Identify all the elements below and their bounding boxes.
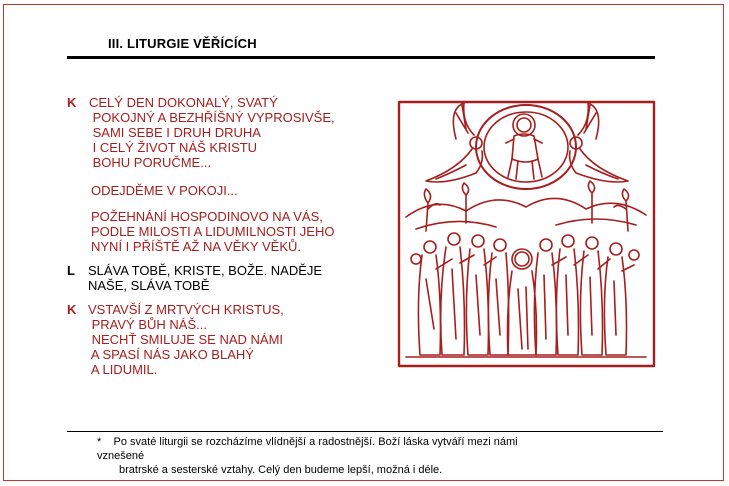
footer-divider [67, 431, 663, 432]
text-line: A LIDUMIL. [88, 362, 158, 377]
footnote-line-3: bratrské a sesterské vztahy. Celý den budeme lepší, možná i déle. [119, 464, 443, 476]
speaker-l-label: L [67, 263, 75, 278]
priest-text-2 [91, 183, 238, 198]
footnote-line-2: vznešené [97, 450, 145, 462]
page-title: III. LITURGIE VĚŘÍCÍCH [108, 36, 257, 51]
speaker-k-label: K [67, 302, 77, 317]
people-text [88, 263, 322, 293]
text-line: NAŠE, SLÁVA TOBĚ [88, 278, 210, 293]
text-line: NECHŤ SMILUJE SE NAD NÁMI [88, 332, 284, 347]
priest-text-3 [91, 209, 334, 254]
text-line: SAMI SEBE I DRUH DRUHA [89, 125, 261, 140]
text-line: NYNÍ I PŘÍŠTĚ AŽ NA VĚKY VĚKŮ. [91, 239, 301, 254]
text-line: ODEJDĚME V POKOJI... [91, 183, 238, 198]
footnote-text: Po svaté liturgii se rozcházíme vlídnější a radostnější. Boží láska vytváří mezi námi [113, 436, 518, 448]
text-line: POŽEHNÁNÍ HOSPODINOVO NA VÁS, [91, 209, 323, 224]
text-line: POKOJNÝ A BEZHŘÍŠNÝ VYPROSIVŠE, [89, 110, 335, 125]
text-line: A SPASÍ NÁS JAKO BLAHÝ [88, 347, 254, 362]
text-line: CELÝ DEN DOKONALÝ, SVATÝ [89, 95, 278, 110]
text-line: PODLE MILOSTI A LIDUMILNOSTI JEHO [91, 224, 335, 239]
footnote [97, 435, 657, 477]
priest-text-4 [88, 302, 284, 377]
priest-text-1 [89, 95, 335, 170]
text-line: VSTAVŠÍ Z MRTVÝCH KRISTUS, [88, 302, 284, 317]
text-line: PRAVÝ BŮH NÁŠ... [88, 317, 207, 332]
text-line: BOHU PORUČME... [89, 155, 212, 170]
text-line: SLÁVA TOBĚ, KRISTE, BOŽE. NADĚJE [88, 263, 323, 278]
ascension-icon [396, 99, 657, 369]
text-line: I CELÝ ŽIVOT NÁŠ KRISTU [89, 140, 258, 155]
speaker-k-label: K [67, 95, 77, 110]
footnote-marker: * [97, 436, 102, 448]
title-divider [67, 56, 655, 59]
footnote-line-1 [97, 435, 657, 449]
